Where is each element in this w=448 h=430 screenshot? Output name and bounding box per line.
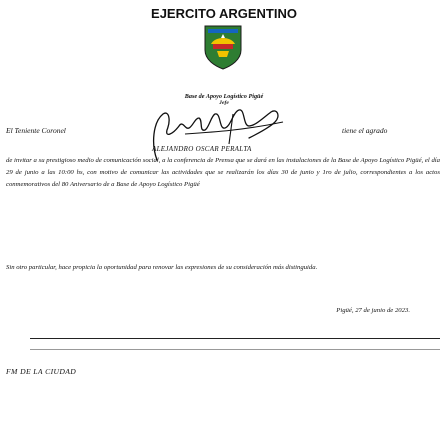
unit-role: Jefe — [219, 100, 229, 106]
handwritten-signature — [145, 104, 287, 162]
unit-shield-emblem — [203, 24, 243, 70]
divider-line — [30, 338, 440, 339]
invitation-paragraph: de invitar a su prestigioso medio de comunicación social, a la conferencia de Prensa que se dará en las instalaciones de la Base de Apoyo Logístico Pigüé, el día 29 de junio a las 10:00 hs, con motivo de comunicar las actividades que se realizarán los días 30 de junio y 1ro de julio, correspondientes a los actos conmemorativos del 80 Aniversario de a Base de Apoyo Logístico Pigüé — [6, 157, 440, 189]
signatory-rank: El Teniente Coronel — [6, 126, 66, 135]
agrado-text: tiene el agrado — [342, 126, 388, 135]
closing-paragraph: Sin otro particular, hace propicia la oportunidad para renovar las expresiones de su consideración más distinguida. — [6, 264, 318, 271]
divider-line-secondary — [30, 349, 440, 350]
page-title: EJERCITO ARGENTINO — [151, 6, 297, 21]
date-line: Pigüé, 27 de junio de 2023. — [336, 307, 410, 314]
recipient-label: FM DE LA CIUDAD — [6, 367, 77, 376]
unit-name: Base de Apoyo Logístico Pigüé — [184, 93, 264, 100]
signatory-name: ALEJANDRO OSCAR PERALTA — [152, 145, 252, 153]
